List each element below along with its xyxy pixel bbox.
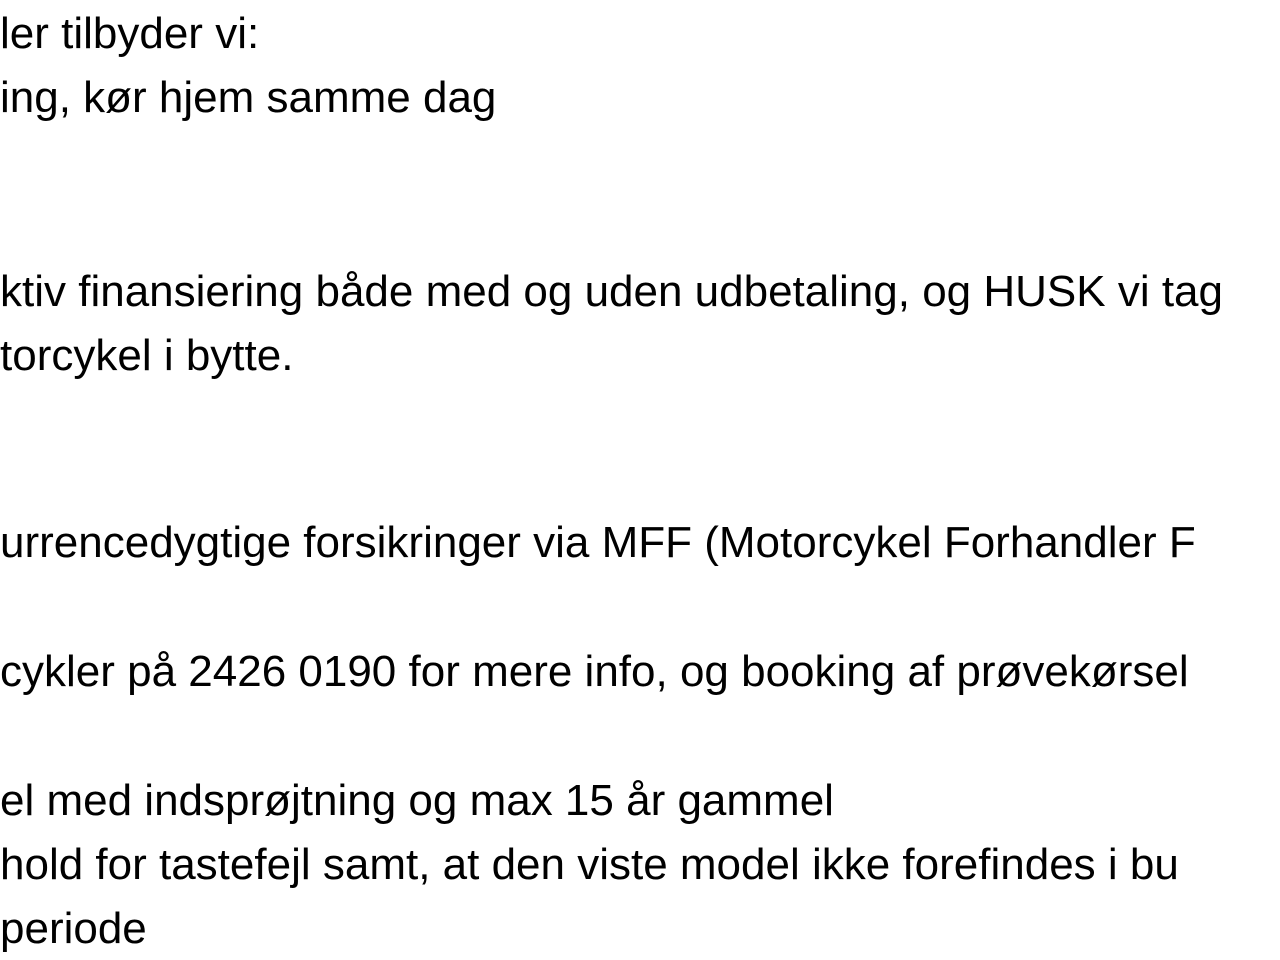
text-line-requirements: el med indsprøjtning og max 15 år gammel [0, 776, 834, 825]
text-line-contact-phone: cykler på 2426 0190 for mere info, og booking af prøvekørsel [0, 647, 1189, 696]
text-line-drive-home: ing, kør hjem samme dag [0, 73, 497, 122]
text-line-disclaimer: hold for tastefejl samt, at den viste model ikke forefindes i bu [0, 840, 1179, 889]
text-line-insurance: urrencedygtige forsikringer via MFF (Motorcykel Forhandler F [0, 518, 1196, 567]
text-line-period: periode [0, 904, 147, 953]
text-line-financing: ktiv finansiering både med og uden udbetaling, og HUSK vi tag [0, 267, 1223, 316]
text-line-trade-in: torcykel i bytte. [0, 331, 294, 380]
text-line-offer-intro: ler tilbyder vi: [0, 9, 260, 58]
